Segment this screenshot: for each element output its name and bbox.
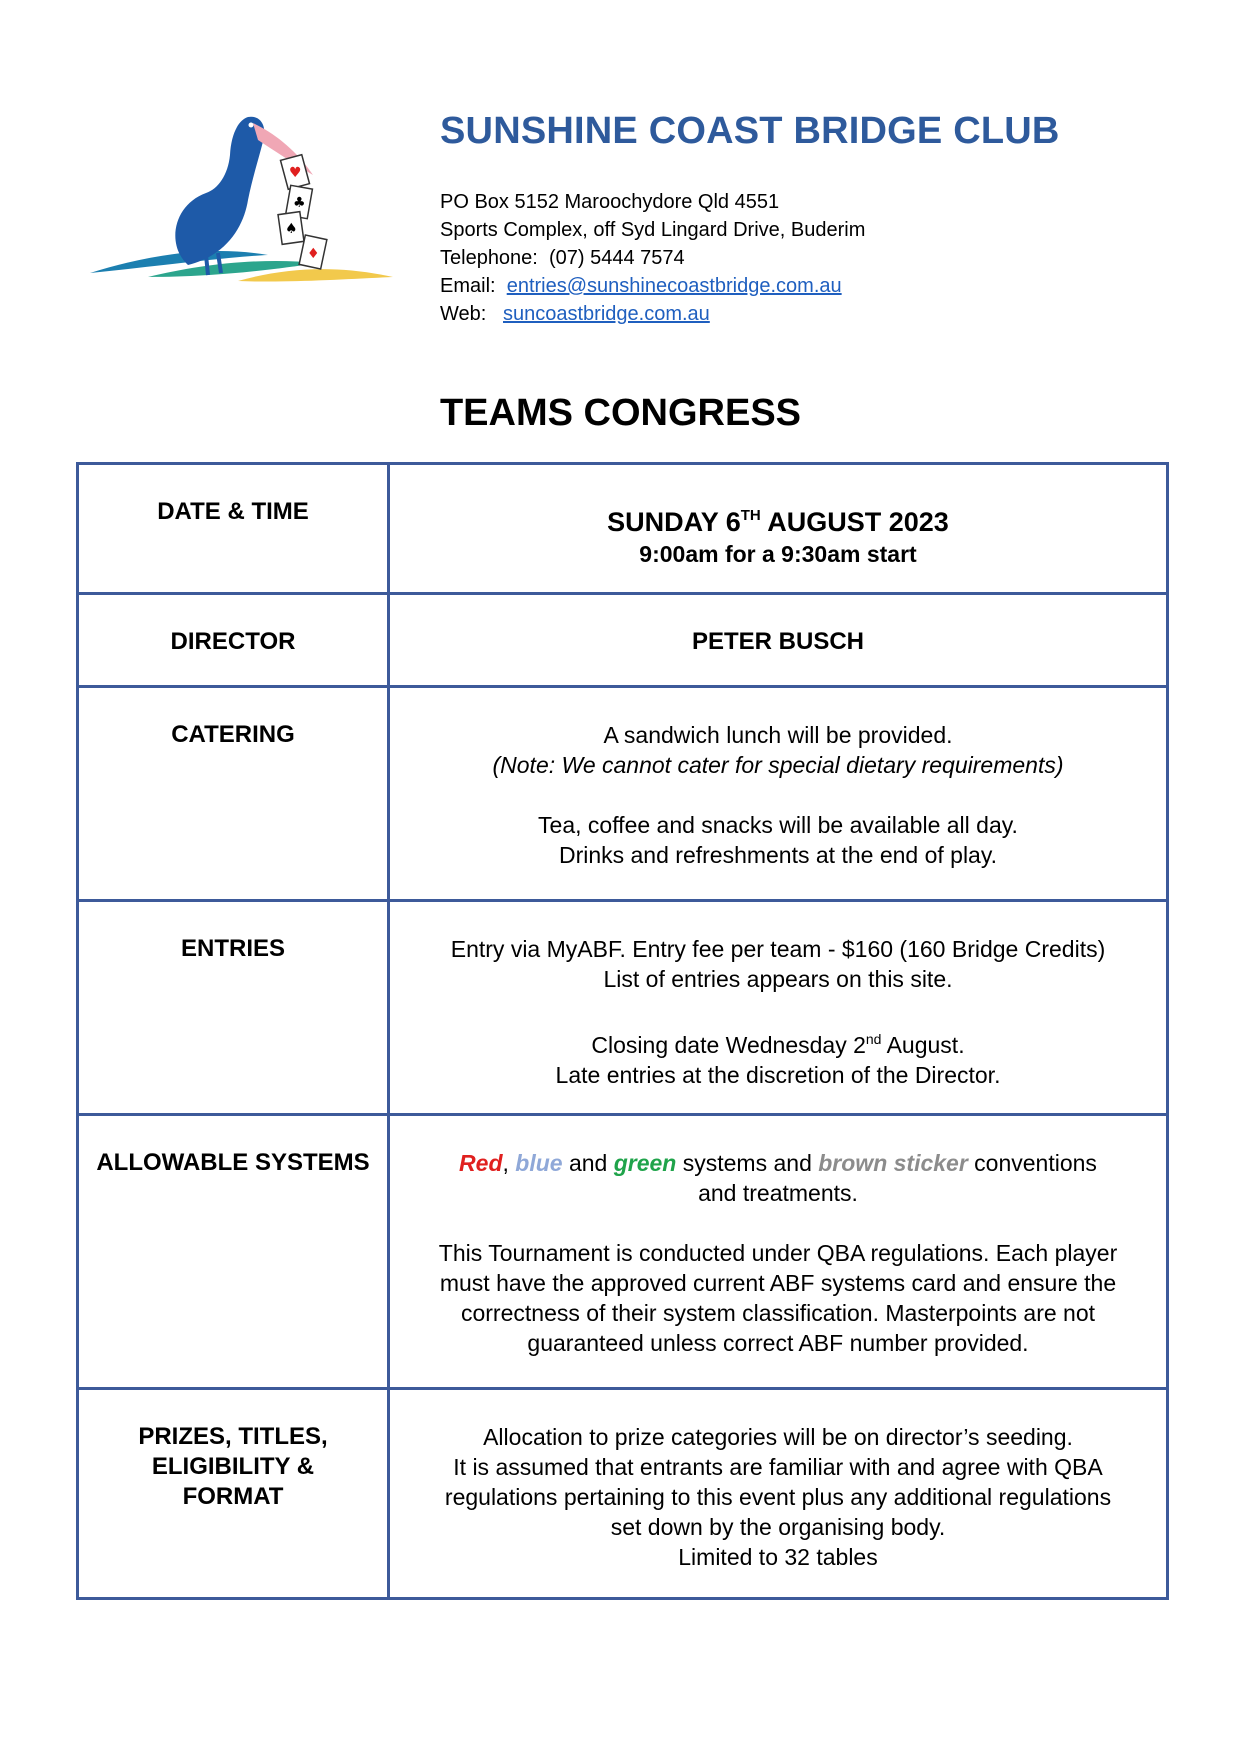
catering-line-3: Tea, coffee and snacks will be available all day. — [538, 812, 1018, 838]
event-date-month-year: AUGUST 2023 — [760, 507, 949, 537]
prizes-label-line-2: ELIGIBILITY & — [151, 1453, 315, 1480]
prizes-label-line-1: PRIZES, TITLES, — [138, 1423, 328, 1450]
prizes-line-5: Limited to 32 tables — [678, 1544, 878, 1570]
prizes-line-4: set down by the organising body. — [610, 1514, 946, 1540]
svg-text:♠: ♠ — [285, 221, 298, 237]
director-name: PETER BUSCH — [389, 594, 1168, 687]
entries-value — [389, 901, 1168, 1115]
entries-line-1: Entry via MyABF. Entry fee per team - $160 (160 Bridge Credits) — [450, 936, 1106, 962]
address-line-2: Sports Complex, off Syd Lingard Drive, Buderim — [440, 219, 866, 241]
closing-date-text: Closing date Wednesday 2 — [591, 1032, 866, 1058]
pelican-logo — [88, 105, 398, 305]
systems-para-line-1: This Tournament is conducted under QBA regulations. Each player — [438, 1240, 1118, 1266]
catering-line-4: Drinks and refreshments at the end of play. — [558, 842, 998, 868]
systems-line-1b: and treatments. — [698, 1180, 858, 1206]
system-green: green — [613, 1150, 677, 1176]
prizes-line-1: Allocation to prize categories will be on director’s seeding. — [483, 1424, 1073, 1450]
telephone-number: (07) 5444 7574 — [549, 247, 685, 269]
table-row-systems — [78, 1115, 1168, 1389]
table-row-director — [78, 594, 1168, 687]
event-time: 9:00am for a 9:30am start — [639, 541, 917, 567]
catering-value — [389, 687, 1168, 901]
entries-closing-date — [391, 1024, 1165, 1060]
systems-and: and — [562, 1150, 614, 1176]
systems-value — [389, 1115, 1168, 1389]
email-line — [440, 272, 865, 300]
address-line-1: PO Box 5152 Maroochydore Qld 4551 — [440, 191, 780, 213]
systems-and-text: systems and — [676, 1150, 819, 1176]
entries-line-4: Late entries at the discretion of the Director. — [555, 1062, 1001, 1088]
prizes-label-line-3: FORMAT — [182, 1483, 284, 1510]
director-label: DIRECTOR — [78, 594, 389, 687]
svg-text:♣: ♣ — [293, 195, 306, 211]
email-link[interactable]: entries@sunshinecoastbridge.com.au — [506, 275, 842, 297]
table-row-catering — [78, 687, 1168, 901]
system-blue: blue — [515, 1150, 563, 1176]
catering-line-1: A sandwich lunch will be provided. — [603, 722, 953, 748]
prizes-label — [78, 1389, 389, 1599]
telephone-label: Telephone: — [440, 247, 538, 269]
systems-comma: , — [502, 1150, 509, 1176]
catering-note: (Note: We cannot cater for special dietary requirements) — [492, 752, 1064, 778]
table-row-entries — [78, 901, 1168, 1115]
systems-para-line-3: correctness of their system classification. Masterpoints are not — [460, 1300, 1096, 1326]
entries-line-2: List of entries appears on this site. — [603, 966, 953, 992]
telephone-line — [440, 244, 865, 272]
club-contact-block — [440, 188, 865, 328]
date-time-label: DATE & TIME — [78, 464, 389, 594]
date-time-value — [389, 464, 1168, 594]
catering-label: CATERING — [78, 687, 389, 901]
event-date — [391, 499, 1165, 539]
systems-line-1 — [391, 1148, 1165, 1178]
systems-para-line-2: must have the approved current ABF systems card and ensure the — [439, 1270, 1117, 1296]
email-label: Email: — [440, 275, 496, 297]
svg-text:♦: ♦ — [307, 246, 320, 262]
prizes-value — [389, 1389, 1168, 1599]
systems-conventions: conventions — [967, 1150, 1097, 1176]
svg-text:♥: ♥ — [289, 165, 302, 181]
web-line — [440, 300, 865, 328]
table-row-date-time — [78, 464, 1168, 594]
systems-label: ALLOWABLE SYSTEMS — [78, 1115, 389, 1389]
web-link[interactable]: suncoastbridge.com.au — [503, 303, 710, 325]
club-name: SUNSHINE COAST BRIDGE CLUB — [440, 110, 1060, 152]
event-info-table — [76, 462, 1169, 1600]
system-red: Red — [459, 1150, 503, 1176]
prizes-line-2: It is assumed that entrants are familiar with and agree with QBA — [453, 1454, 1103, 1480]
systems-para-line-4: guaranteed unless correct ABF number provided. — [527, 1330, 1029, 1356]
system-brown-sticker: brown sticker — [818, 1150, 968, 1176]
event-date-suffix: TH — [740, 507, 761, 524]
event-title: TEAMS CONGRESS — [439, 392, 802, 434]
table-row-prizes — [78, 1389, 1168, 1599]
event-date-day: SUNDAY 6 — [607, 507, 741, 537]
entries-label: ENTRIES — [78, 901, 389, 1115]
closing-date-suffix: nd — [865, 1031, 882, 1047]
prizes-line-3: regulations pertaining to this event plus any additional regulations — [444, 1484, 1112, 1510]
closing-date-month: August. — [881, 1032, 965, 1058]
web-label: Web: — [440, 303, 487, 325]
